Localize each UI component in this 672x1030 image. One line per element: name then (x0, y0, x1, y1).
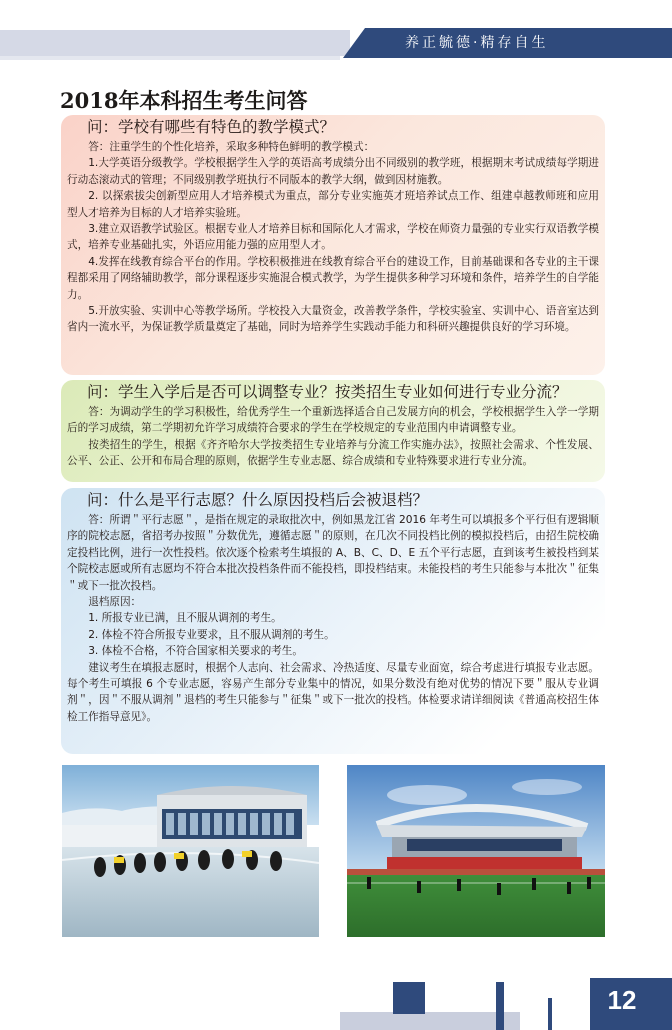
header-band-light (0, 30, 350, 56)
qa-section-parallel-volunteer (61, 488, 605, 754)
answer-paragraph: 按类招生的学生，根据《齐齐哈尔大学按类招生专业培养与分流工作实施办法》，按照社会需求、个性发展、公平、公正、公开和布局合理的原则，依据学生专业志愿、综合成绩和专业特殊要求进行专业分流。 (67, 438, 599, 468)
question-heading: 问：学生入学后是否可以调整专业？按类招生专业如何进行专业分流？ (87, 383, 568, 401)
answer-paragraph: 答：为调动学生的学习积极性，给优秀学生一个重新选择适合自己发展方向的机会，学校根据学生入学一学期后的学习成绩，第二学期初允许学习成绩符合要求的学生在学校规定的专业范围内申请调整专业。 (67, 406, 599, 435)
qa-section-major-change (61, 380, 605, 482)
question-heading: 问：学校有哪些有特色的教学模式？ (87, 118, 336, 136)
photo-skating-rink (62, 765, 319, 937)
answer-paragraph: 答：所谓＂平行志愿＂，是指在规定的录取批次中，例如黑龙江省 2016 年考生可以填报多个平行但有逻辑顺序的院校志愿，省招考办按照＂分数优先，遵循志愿＂的原则，在几次不同投档比例的模拟投档后，由招生院校确定投档比例，进行一次性投档。依次逐个检索考生填报的 A、B、C、D、E 五个平行志愿，直到该考生被投档到某个院校志愿或所有志愿均不符合本批次投档条件而不能投档，即投档结束。未能投档的考生只能参与本批次＂征集＂或下一批次投档。 (67, 514, 599, 592)
question-heading: 问：什么是平行志愿？什么原因投档后会被退档？ (87, 491, 429, 509)
answer-paragraph: 3.建立双语教学试验区。根据专业人才培养目标和国际化人才需求，学校在师资力量强的专业实行双语教学模式，培养专业基础扎实，外语应用能力强的应用型人才。 (67, 223, 599, 252)
footer-square-mid (393, 982, 425, 1014)
answer-paragraph: 4.发挥在线教育综合平台的作用。学校积极推进在线教育综合平台的建设工作，目前基础课和各专业的主干课程都采用了网络辅助教学，部分课程逐步实施混合模式教学，为学生提供多种学习环境和条件，培养学生的自学能力。 (67, 255, 599, 301)
answer-paragraph: 3. 体检不合格，不符合国家相关要求的考生。 (88, 645, 303, 658)
qa-section-teaching-modes (61, 115, 605, 375)
answer-paragraph: 建议考生在填报志愿时，根据个人志向、社会需求、冷热适度、尽量专业面宽，综合考虑进行填报专业志愿。每个考生可填报 6 个专业志愿，容易产生部分专业集中的情况，如果分数没有绝对优势的情况下要＂服从专业调剂＂，因＂不服从调剂＂退档的考生只能参与＂征集＂或下一批次的投档。体检要求请详细阅读《普通高校招生体检工作指导意见》。 (67, 661, 599, 723)
answer-paragraph: 退档原因： (88, 596, 142, 609)
answer-paragraph: 1. 所报专业已满，且不服从调剂的考生。 (88, 612, 282, 625)
page-number: 12 (607, 985, 637, 1015)
footer-stripe-thin (548, 998, 552, 1030)
answer-paragraph: 答：注重学生的个性化培养，采取多种特色鲜明的教学模式： (88, 141, 375, 153)
answer-paragraph: 5.开放实验、实训中心等教学场所。学校投入大量资金，改善教学条件，学校实验室、实训中心、语音室达到省内一流水平，为保证教学质量奠定了基础，同时为培养学生实践动手能力和科研兴趣提供良好的学习环境。 (67, 305, 599, 334)
header-slogan: 养正毓德·精存自生 (405, 35, 549, 51)
answer-paragraph: 2. 体检不符合所报专业要求，且不服从调剂的考生。 (88, 628, 335, 641)
header-band-light-thin (0, 56, 340, 60)
answer-paragraph: 2. 以探索拔尖创新型应用人才培养模式为重点，部分专业实施英才班培养试点工作、组建卓越教师班和应用型人才培养为目标的人才培养实验班。 (67, 190, 599, 219)
footer-band-light-left (340, 1012, 520, 1030)
footer-stripe (496, 982, 504, 1030)
photo-stadium (347, 765, 605, 937)
page-title: 2018年本科招生考生问答 (60, 88, 308, 113)
answer-paragraph: 1.大学英语分级教学。学校根据学生入学的英语高考成绩分出不同级别的教学班，根据期末考试成绩每学期进行动态滚动式的管理；不同级别教学班执行不同版本的教学大纲，做到因材施教。 (67, 157, 599, 186)
